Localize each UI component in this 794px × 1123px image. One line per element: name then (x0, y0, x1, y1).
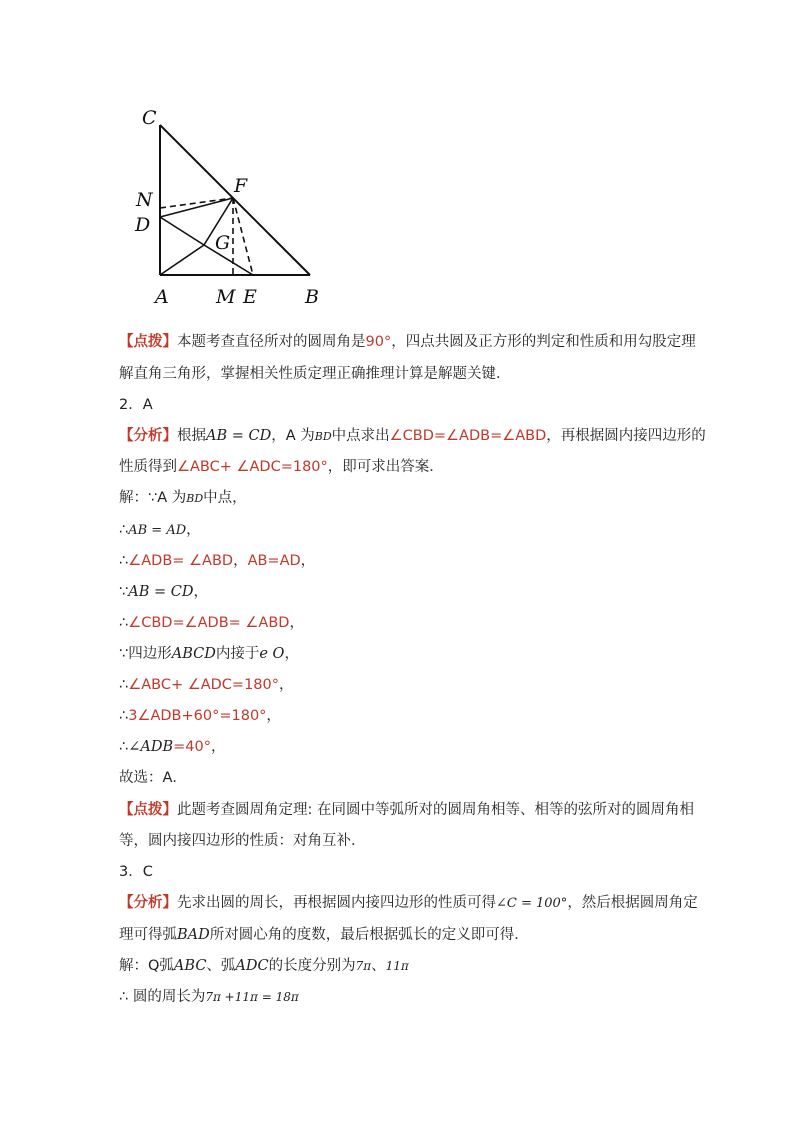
text-line-8: ∴∠ADB= ∠ABD，AB=AD， (119, 553, 316, 569)
text-line-11: ∵四边形ABCD内接于e O， (119, 646, 299, 662)
label-n: N (136, 189, 153, 211)
text-line-20: 理可得弧BAD所对圆心角的度数，最后根据弧长的定义即可得． (119, 927, 529, 943)
text-line-15: 故选：A． (119, 770, 187, 786)
tip-tag: 【点拨】 (119, 334, 177, 350)
text-line-21: 解：Q弧ABC、弧ADC的长度分别为7π、11π (119, 958, 409, 974)
dashed-nf (160, 198, 233, 208)
text-line-22: ∴ 圆的周长为7π +11π = 18π (119, 989, 299, 1005)
text-line-4: 【分析】根据AB = CD，A 为BD中点求出∠CBD=∠ADB=∠ABD，再根据圆内接四边形的 (119, 428, 706, 444)
analysis-tag: 【分析】 (119, 895, 177, 911)
text-line-10: ∴∠CBD=∠ADB= ∠ABD， (119, 615, 304, 631)
segment-df (160, 198, 233, 217)
label-b: B (305, 286, 319, 308)
question-number-2: 2．A (119, 397, 153, 413)
text-line-1: 【点拨】本题考查直径所对的圆周角是90°，四点共圆及正方形的判定和性质和用勾股定理 (119, 334, 696, 350)
text-line-7: ∴AB = AD， (119, 522, 201, 538)
label-e: E (243, 286, 257, 308)
label-m: M (216, 286, 236, 308)
text-line-13: ∴3∠ADB+60°=180°， (119, 708, 281, 724)
text-line-9: ∵AB = CD， (119, 584, 208, 600)
text-line-6: 解：∵A 为BD中点， (119, 490, 247, 506)
label-g: G (215, 232, 231, 254)
text-line-2: 解直角三角形，掌握相关性质定理正确推理计算是解题关键． (119, 366, 511, 382)
label-a: A (155, 286, 169, 308)
text-line-14: ∴∠ADB=40°， (119, 739, 226, 755)
triangle-diagram (120, 100, 350, 315)
text-line-5: 性质得到∠ABC+ ∠ADC=180°，即可求出答案． (119, 459, 444, 475)
tip-tag: 【点拨】 (119, 802, 177, 818)
dashed-fe (233, 198, 253, 275)
text-line-19: 【分析】先求出圆的周长，再根据圆内接四边形的性质可得∠C = 100°，然后根据圆周角定 (119, 895, 698, 911)
text-line-12: ∴∠ABC+ ∠ADC=180°， (119, 677, 294, 693)
text-line-16: 【点拨】此题考查圆周角定理: 在同圆中等弧所对的圆周角相等、相等的弦所对的圆周角相 (119, 802, 694, 818)
label-f: F (234, 175, 248, 197)
geometry-figure (120, 100, 350, 315)
label-d: D (135, 214, 151, 236)
text-line-17: 等，圆内接四边形的性质：对角互补． (119, 833, 366, 849)
segment-dg (160, 217, 204, 245)
analysis-tag: 【分析】 (119, 428, 177, 444)
segment-ag (160, 245, 204, 275)
segment-cb (160, 125, 310, 275)
question-number-3: 3．C (119, 864, 153, 880)
label-c: C (142, 107, 157, 129)
